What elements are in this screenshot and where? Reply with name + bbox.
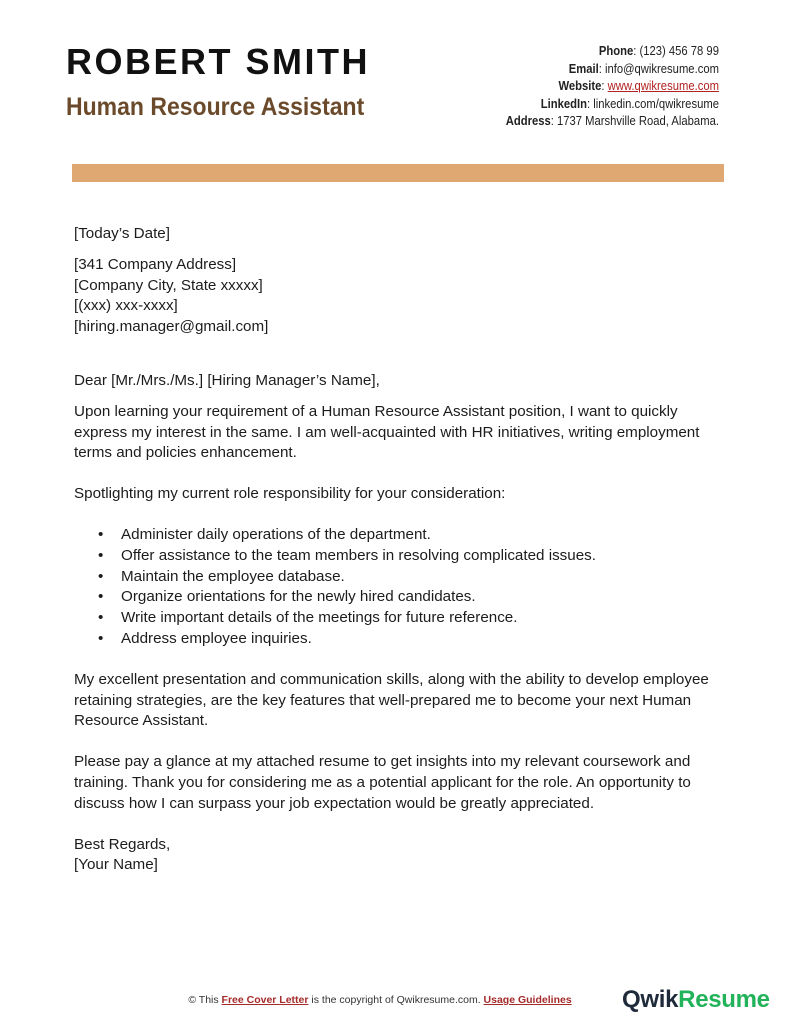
closing-paragraph: Please pay a glance at my attached resume to get insights into my relevant coursework and training. Thank you for considering me as a potential applicant for the role. An opportunity to discuss how I can surpass your job expectation would be greatly appreciated. — [74, 753, 691, 812]
recipient-address — [74, 255, 734, 338]
recipient-line: [Company City, State xxxxx] — [74, 276, 263, 294]
letter-date: [Today’s Date] — [74, 225, 170, 242]
contact-value: info@qwikresume.com — [605, 61, 719, 76]
list-item: • Administer daily operations of the department. — [74, 525, 734, 546]
responsibility-list — [74, 525, 734, 650]
contact-value: linkedin.com/qwikresume — [593, 96, 719, 111]
contact-email: Email: info@qwikresume.com — [568, 61, 719, 76]
letter-body — [74, 224, 734, 876]
applicant-name: ROBERT SMITH — [66, 41, 370, 82]
contact-label: Website — [558, 79, 602, 93]
accent-divider — [72, 164, 724, 182]
recipient-line: [hiring.manager@gmail.com] — [74, 318, 269, 336]
contact-linkedin: LinkedIn: linkedin.com/qwikresume — [540, 96, 719, 111]
recipient-line: [341 Company Address] — [74, 255, 237, 273]
contact-label: Address — [505, 114, 551, 128]
contact-label: Email — [568, 61, 599, 76]
contact-phone: Phone: (123) 456 78 99 — [598, 44, 719, 58]
free-cover-letter-link[interactable]: Free Cover Letter — [221, 994, 309, 1006]
contact-address: Address: 1737 Marshville Road, Alabama. — [505, 114, 719, 128]
contact-value: 1737 Marshville Road, Alabama. — [557, 114, 719, 128]
website-link[interactable]: www.qwikresume.com — [607, 79, 719, 93]
usage-guidelines-link[interactable]: Usage Guidelines — [483, 994, 572, 1006]
list-item: • Organize orientations for the newly hired candidates. — [74, 587, 734, 608]
copyright-footer: © This Free Cover Letter is the copyright of Qwikresume.com. Usage Guidelines — [188, 994, 572, 1006]
intro-paragraph: Upon learning your requirement of a Human Resource Assistant position, I want to quickly express my interest in the same. I am well-acquainted with HR initiatives, writing employment terms and policies enhancement. — [74, 402, 700, 462]
signature: [Your Name] — [74, 856, 158, 874]
skills-paragraph: My excellent presentation and communication skills, along with the ability to develop employee retaining strategies, are the key features that well-prepared me to become your next Human Resource Assistant. — [74, 670, 709, 730]
closing: Best Regards, — [74, 835, 171, 853]
recipient-line: [(xxx) xxx-xxxx] — [74, 297, 178, 315]
list-item: • Offer assistance to the team members in resolving complicated issues. — [74, 546, 734, 567]
list-intro: Spotlighting my current role responsibility for your consideration: — [74, 485, 506, 503]
job-title: Human Resource Assistant — [66, 93, 365, 121]
list-item: • Write important details of the meetings for future reference. — [74, 608, 734, 629]
list-item: • Maintain the employee database. — [74, 567, 734, 588]
list-item: • Address employee inquiries. — [74, 629, 734, 650]
contact-label: Phone — [598, 44, 634, 58]
contact-block — [506, 43, 719, 131]
contact-value: (123) 456 78 99 — [639, 44, 719, 58]
contact-website: Website: www.qwikresume.com — [558, 79, 719, 93]
qwikresume-logo[interactable]: QwikResume — [622, 986, 770, 1013]
contact-label: LinkedIn — [540, 96, 588, 111]
salutation: Dear [Mr./Mrs./Ms.] [Hiring Manager’s Name], — [74, 371, 380, 389]
